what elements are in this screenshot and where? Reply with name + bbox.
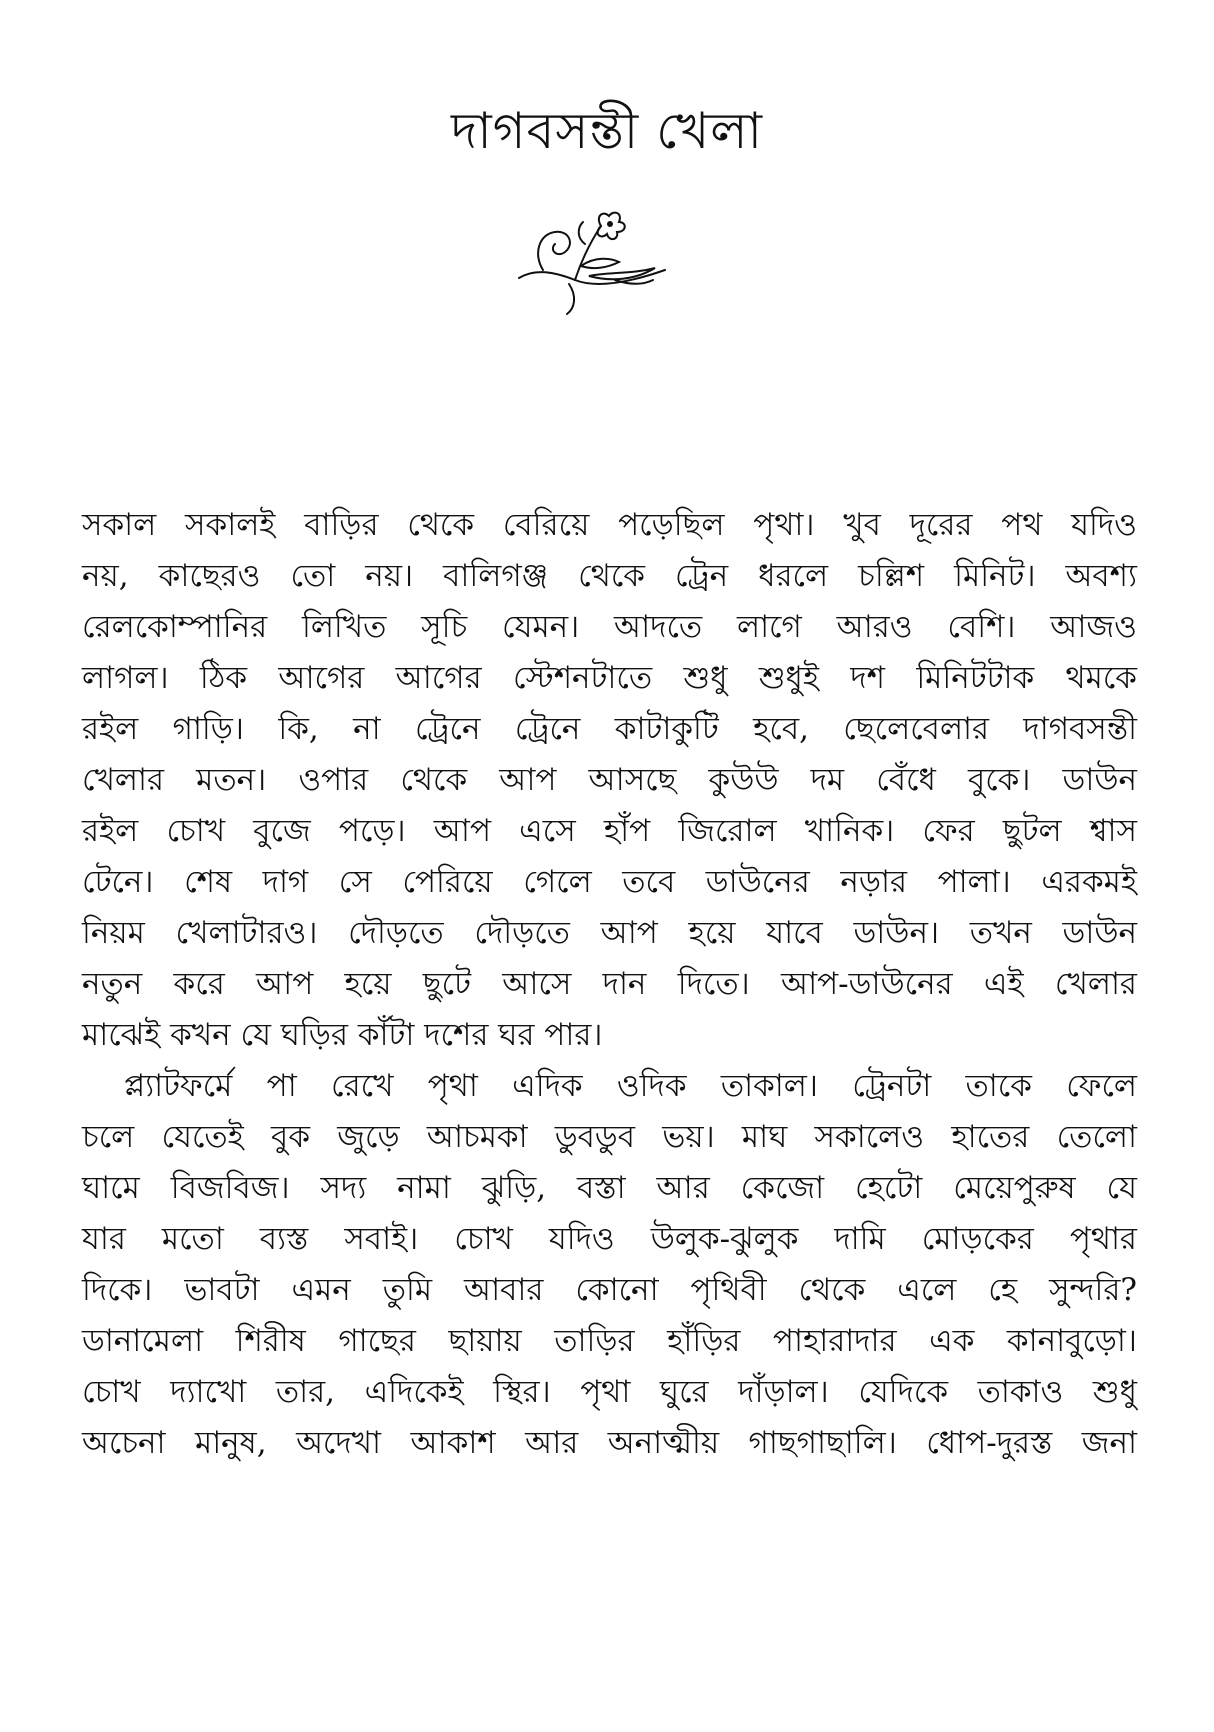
text-line: দিকে। ভাবটা এমন তুমি আবার কোনো পৃথিবী থেকে এলে হে সুন্দরি? xyxy=(82,1272,1137,1308)
text-line: ডানামেলা শিরীষ গাছের ছায়ায় তাড়ির হাঁড়ির পাহারাদার এক কানাবুড়ো। xyxy=(82,1323,1137,1359)
text-line: রেলকোম্পানির লিখিত সূচি যেমন। আদতে লাগে আরও বেশি। আজও xyxy=(82,609,1137,645)
text-line: চোখ দ্যাখো তার, এদিকেই স্থির। পৃথা ঘুরে দাঁড়াল। যেদিকে তাকাও শুধু xyxy=(82,1374,1137,1410)
text-line: যার মতো ব্যস্ত সবাই। চোখ যদিও উলুক-ঝুলুক দামি মোড়কের পৃথার xyxy=(82,1221,1137,1257)
text-line: লাগল। ঠিক আগের আগের স্টেশনটাতে শুধু শুধুই দশ মিনিটটাক থমকে xyxy=(82,660,1137,696)
floral-ornament-icon xyxy=(515,210,675,320)
paragraph-2 xyxy=(82,1061,1137,1469)
text-line: নতুন করে আপ হয়ে ছুটে আসে দান দিতে। আপ-ডাউনের এই খেলার xyxy=(82,966,1137,1002)
text-line: সকাল সকালই বাড়ির থেকে বেরিয়ে পড়েছিল পৃথা। খুব দূরের পথ যদিও xyxy=(82,507,1137,543)
story-body xyxy=(82,500,1137,1469)
paragraph-1 xyxy=(82,500,1137,1061)
text-line: রইল চোখ বুজে পড়ে। আপ এসে হাঁপ জিরোল খানিক। ফের ছুটল শ্বাস xyxy=(82,813,1137,849)
text-line: প্ল্যাটফর্মে পা রেখে পৃথা এদিক ওদিক তাকাল। ট্রেনটা তাকে ফেলে xyxy=(124,1068,1137,1104)
text-line: চলে যেতেই বুক জুড়ে আচমকা ডুবডুব ভয়। মাঘ সকালেও হাতের তেলো xyxy=(82,1119,1137,1155)
text-line: নয়, কাছেরও তো নয়। বালিগঞ্জ থেকে ট্রেন ধরলে চল্লিশ মিনিট। অবশ্য xyxy=(82,558,1137,594)
text-line: টেনে। শেষ দাগ সে পেরিয়ে গেলে তবে ডাউনের নড়ার পালা। এরকমই xyxy=(82,864,1137,900)
chapter-title: দাগবসন্তী খেলা xyxy=(451,102,763,160)
text-line: নিয়ম খেলাটারও। দৌড়তে দৌড়তে আপ হয়ে যাবে ডাউন। তখন ডাউন xyxy=(82,915,1137,951)
text-line: ঘামে বিজবিজ। সদ্য নামা ঝুড়ি, বস্তা আর কেজো হেটো মেয়েপুরুষ যে xyxy=(82,1170,1137,1206)
text-line: রইল গাড়ি। কি, না ট্রেনে ট্রেনে কাটাকুটি হবে, ছেলেবেলার দাগবসন্তী xyxy=(82,711,1137,747)
text-line: খেলার মতন। ওপার থেকে আপ আসছে কুউউ দম বেঁধে বুকে। ডাউন xyxy=(82,762,1137,798)
text-line: অচেনা মানুষ, অদেখা আকাশ আর অনাত্মীয় গাছগাছালি। ধোপ-দুরস্ত জনা xyxy=(82,1425,1137,1461)
text-line: মাঝেই কখন যে ঘড়ির কাঁটা দশের ঘর পার। xyxy=(82,1017,603,1053)
